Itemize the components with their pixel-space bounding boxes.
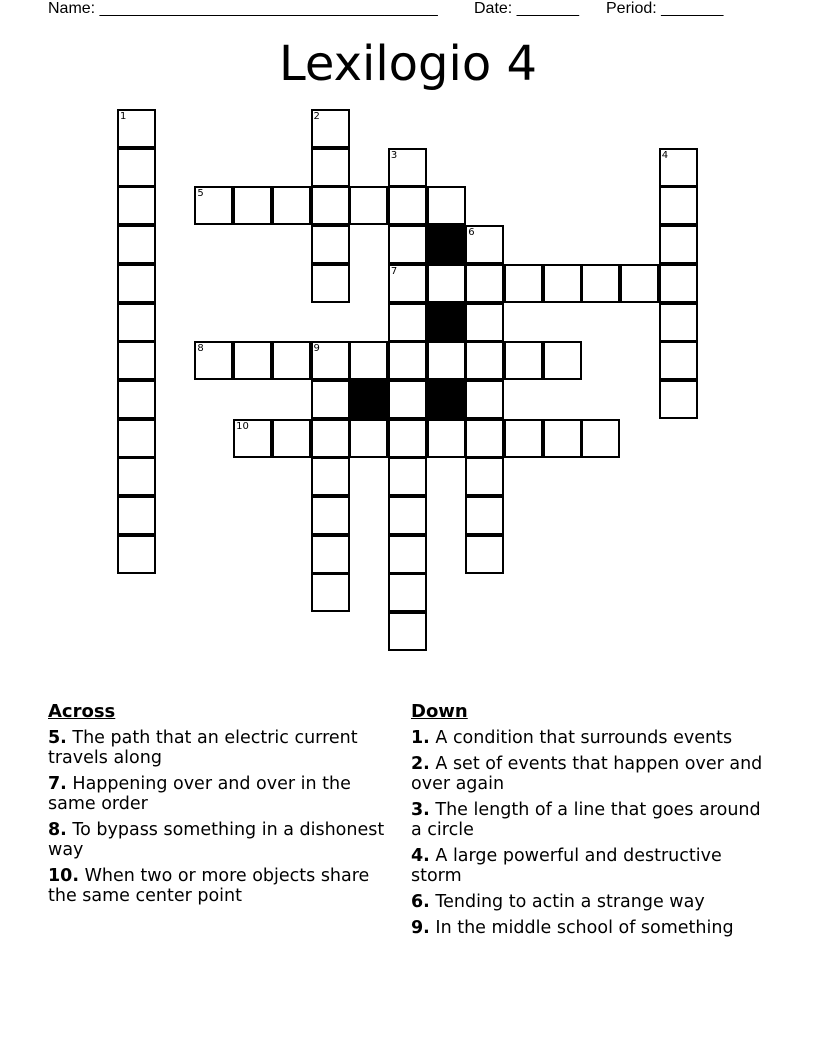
clue-text: When two or more objects share the same center point — [48, 866, 370, 906]
grid-cell[interactable] — [659, 225, 698, 264]
grid-cell[interactable] — [311, 225, 350, 264]
grid-block — [427, 225, 466, 264]
grid-cell[interactable] — [272, 341, 311, 380]
clue-item — [48, 866, 388, 906]
grid-cell[interactable] — [117, 186, 156, 225]
clue-text: The path that an electric current travels along — [48, 728, 358, 768]
clue-text: A large powerful and destructive storm — [411, 846, 722, 886]
grid-cell[interactable] — [311, 457, 350, 496]
grid-cell[interactable] — [117, 303, 156, 342]
grid-cell[interactable] — [581, 264, 620, 303]
grid-cell[interactable] — [311, 380, 350, 419]
grid-cell[interactable] — [117, 419, 156, 458]
page-title: Lexilogio 4 — [279, 36, 537, 92]
grid-cell[interactable] — [659, 264, 698, 303]
across-heading: Across — [48, 701, 116, 722]
grid-cell[interactable] — [311, 535, 350, 574]
grid-cell[interactable] — [659, 303, 698, 342]
grid-cell[interactable] — [581, 419, 620, 458]
grid-cell[interactable] — [311, 264, 350, 303]
grid-cell[interactable] — [659, 341, 698, 380]
grid-cell[interactable] — [388, 573, 427, 612]
down-clues — [411, 700, 771, 944]
grid-cell[interactable] — [117, 109, 156, 148]
grid-cell[interactable] — [233, 186, 272, 225]
down-heading: Down — [411, 701, 468, 722]
clue-item — [411, 846, 771, 886]
grid-cell[interactable] — [388, 419, 427, 458]
grid-cell[interactable] — [311, 148, 350, 187]
grid-cell[interactable] — [311, 419, 350, 458]
grid-cell[interactable] — [620, 264, 659, 303]
grid-cell[interactable] — [543, 341, 582, 380]
grid-cell[interactable] — [117, 341, 156, 380]
cell-number: 8 — [197, 343, 204, 355]
grid-cell[interactable] — [427, 186, 466, 225]
clue-number: 10. — [48, 866, 80, 886]
cell-number: 5 — [197, 188, 204, 200]
grid-cell[interactable] — [465, 341, 504, 380]
grid-cell[interactable] — [117, 225, 156, 264]
cell-number: 2 — [313, 111, 320, 122]
grid-cell[interactable] — [465, 380, 504, 419]
grid-cell[interactable] — [427, 264, 466, 303]
grid-cell[interactable] — [311, 496, 350, 535]
grid-cell[interactable] — [311, 573, 350, 612]
clue-text: A condition that surrounds events — [435, 728, 733, 748]
clue-item — [48, 820, 388, 860]
clue-text: A set of events that happen over and over again — [411, 754, 763, 794]
period-field-label: Period: _______ — [606, 0, 724, 17]
grid-cell[interactable] — [349, 341, 388, 380]
grid-cell[interactable] — [388, 380, 427, 419]
grid-cell[interactable] — [117, 535, 156, 574]
clue-number: 9. — [411, 918, 430, 938]
clue-text: Tending to actin a strange way — [435, 892, 705, 912]
date-field-label: Date: _______ — [474, 0, 579, 17]
grid-cell[interactable] — [388, 303, 427, 342]
clue-item — [411, 892, 771, 912]
grid-block — [427, 303, 466, 342]
grid-cell[interactable] — [311, 341, 350, 380]
cell-number: 6 — [468, 227, 475, 239]
grid-cell[interactable] — [388, 341, 427, 380]
clue-text: Happening over and over in the same order — [48, 774, 351, 814]
grid-cell[interactable] — [233, 419, 272, 458]
grid-cell[interactable] — [465, 496, 504, 535]
grid-cell[interactable] — [117, 496, 156, 535]
grid-cell[interactable] — [543, 419, 582, 458]
grid-cell[interactable] — [504, 341, 543, 380]
grid-cell[interactable] — [465, 225, 504, 264]
grid-cell[interactable] — [311, 109, 350, 148]
grid-block — [427, 380, 466, 419]
name-field-label: Name: ______________________________________ — [48, 0, 438, 17]
clue-item — [411, 728, 771, 748]
grid-cell[interactable] — [659, 186, 698, 225]
grid-cell[interactable] — [388, 535, 427, 574]
grid-cell[interactable] — [233, 341, 272, 380]
grid-cell[interactable] — [659, 148, 698, 187]
grid-cell[interactable] — [427, 419, 466, 458]
clue-item — [48, 774, 388, 814]
grid-cell[interactable] — [117, 264, 156, 303]
clue-number: 2. — [411, 754, 430, 774]
clue-number: 1. — [411, 728, 430, 748]
grid-cell[interactable] — [465, 303, 504, 342]
clue-number: 6. — [411, 892, 430, 912]
clue-item — [48, 728, 388, 768]
cell-number: 9 — [313, 343, 320, 355]
cell-number: 3 — [390, 149, 398, 161]
clue-text: In the middle school of something — [435, 918, 734, 938]
grid-cell[interactable] — [659, 380, 698, 419]
clue-text: The length of a line that goes around a circle — [411, 800, 761, 840]
cell-number: 10 — [236, 420, 249, 432]
grid-cell[interactable] — [272, 419, 311, 458]
grid-cell[interactable] — [117, 148, 156, 187]
grid-cell[interactable] — [465, 419, 504, 458]
clue-item — [411, 800, 771, 840]
grid-cell[interactable] — [504, 419, 543, 458]
clue-number: 5. — [48, 728, 67, 748]
grid-cell[interactable] — [465, 457, 504, 496]
grid-cell[interactable] — [272, 186, 311, 225]
clue-text: To bypass something in a dishonest way — [48, 820, 385, 860]
clue-number: 4. — [411, 846, 430, 866]
grid-cell[interactable] — [465, 264, 504, 303]
clue-number: 3. — [411, 800, 430, 820]
grid-cell[interactable] — [117, 457, 156, 496]
grid-cell[interactable] — [388, 612, 427, 651]
grid-cell[interactable] — [194, 341, 233, 380]
grid-cell[interactable] — [504, 264, 543, 303]
grid-cell[interactable] — [388, 148, 427, 187]
grid-cell[interactable] — [349, 419, 388, 458]
clue-number: 8. — [48, 820, 67, 840]
grid-cell[interactable] — [388, 264, 427, 303]
cell-number: 7 — [390, 265, 398, 277]
grid-cell[interactable] — [388, 457, 427, 496]
grid-cell[interactable] — [388, 496, 427, 535]
grid-cell[interactable] — [388, 225, 427, 264]
cell-number: 1 — [120, 111, 127, 122]
grid-cell[interactable] — [194, 186, 233, 225]
clue-item — [411, 754, 771, 794]
grid-cell[interactable] — [427, 341, 466, 380]
grid-cell[interactable] — [388, 186, 427, 225]
grid-block — [349, 380, 388, 419]
grid-cell[interactable] — [117, 380, 156, 419]
across-clues — [48, 700, 388, 912]
grid-cell[interactable] — [349, 186, 388, 225]
grid-cell[interactable] — [311, 186, 350, 225]
cell-number: 4 — [661, 149, 669, 161]
clue-item — [411, 918, 771, 938]
grid-cell[interactable] — [543, 264, 582, 303]
clue-number: 7. — [48, 774, 67, 794]
grid-cell[interactable] — [465, 535, 504, 574]
